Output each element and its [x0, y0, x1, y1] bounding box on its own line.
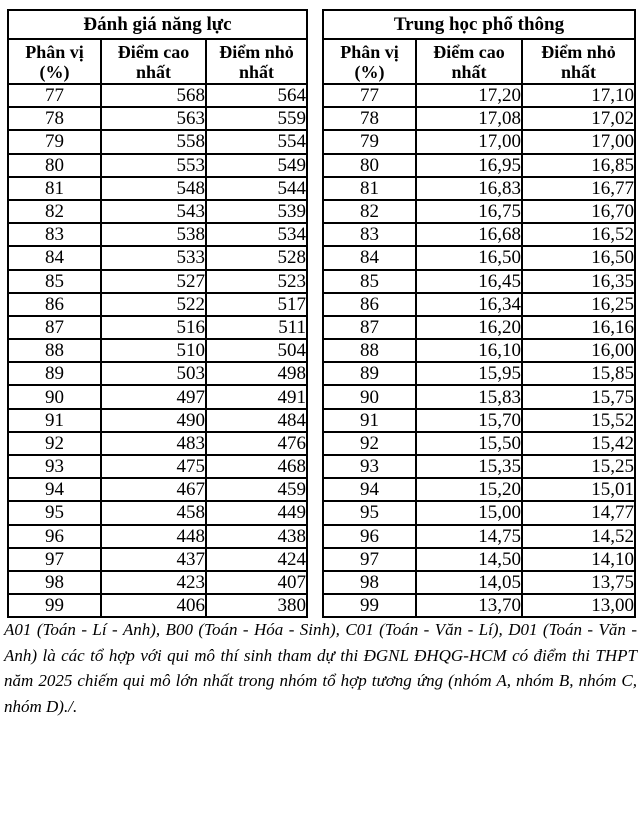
- min-score-cell: 14,10: [522, 548, 635, 571]
- footnote-line: nhóm D)./.: [4, 696, 78, 716]
- min-score-cell: 15,01: [522, 478, 635, 501]
- percentile-cell: 81: [323, 177, 416, 200]
- percentile-cell: 96: [8, 525, 101, 548]
- percentile-cell: 85: [8, 270, 101, 293]
- table-row: [323, 200, 635, 223]
- col-label-line: Điểm nhỏ: [541, 41, 616, 62]
- max-score-cell: 16,75: [416, 200, 522, 223]
- percentile-cell: 98: [8, 571, 101, 594]
- max-score-cell: 510: [101, 339, 206, 362]
- percentile-cell: 93: [323, 455, 416, 478]
- min-score-cell: 15,52: [522, 409, 635, 432]
- dgnl-table-title: Đánh giá năng lực: [8, 10, 307, 39]
- table-row: [8, 525, 307, 548]
- footnote-line: năm 2025 chiếm qui mô lớn nhất trong nhóm tổ hợp tương ứng (nhóm A, nhóm B, nhóm C,: [4, 671, 637, 690]
- percentile-cell: 80: [8, 154, 101, 177]
- max-score-cell: 423: [101, 571, 206, 594]
- table-row: [323, 455, 635, 478]
- percentile-cell: 86: [323, 293, 416, 316]
- table-row: [323, 432, 635, 455]
- table-row: [8, 571, 307, 594]
- table-row: [8, 246, 307, 269]
- percentile-cell: 90: [323, 385, 416, 408]
- percentile-cell: 99: [8, 594, 101, 617]
- dgnl-score-table: [7, 9, 308, 618]
- min-score-cell: 564: [206, 84, 307, 107]
- min-score-cell: 534: [206, 223, 307, 246]
- percentile-cell: 93: [8, 455, 101, 478]
- max-score-cell: 15,95: [416, 362, 522, 385]
- min-score-cell: 16,77: [522, 177, 635, 200]
- max-score-cell: 16,50: [416, 246, 522, 269]
- percentile-cell: 95: [8, 501, 101, 524]
- col-label-line: nhất: [135, 61, 171, 82]
- max-score-cell: 15,70: [416, 409, 522, 432]
- percentile-cell: 79: [323, 130, 416, 153]
- max-score-cell: 448: [101, 525, 206, 548]
- percentile-cell: 87: [8, 316, 101, 339]
- max-score-cell: 548: [101, 177, 206, 200]
- percentile-cell: 82: [8, 200, 101, 223]
- col-label-line: Phân vị: [340, 41, 399, 62]
- col-label-line: Điểm cao: [117, 41, 190, 62]
- max-score-cell: 467: [101, 478, 206, 501]
- table-row: [8, 177, 307, 200]
- max-score-cell: 475: [101, 455, 206, 478]
- percentile-cell: 97: [323, 548, 416, 571]
- percentile-cell: 83: [323, 223, 416, 246]
- percentile-cell: 79: [8, 130, 101, 153]
- min-score-cell: 424: [206, 548, 307, 571]
- percentile-cell: 87: [323, 316, 416, 339]
- table-row: [323, 478, 635, 501]
- min-score-cell: 14,52: [522, 525, 635, 548]
- min-score-cell: 15,85: [522, 362, 635, 385]
- max-score-cell: 16,10: [416, 339, 522, 362]
- max-score-cell: 16,34: [416, 293, 522, 316]
- percentile-cell: 92: [323, 432, 416, 455]
- percentile-cell: 83: [8, 223, 101, 246]
- min-score-cell: 539: [206, 200, 307, 223]
- max-score-cell: 17,08: [416, 107, 522, 130]
- table-row: [8, 84, 307, 107]
- min-score-cell: 407: [206, 571, 307, 594]
- max-score-cell: 17,00: [416, 130, 522, 153]
- max-score-cell: 497: [101, 385, 206, 408]
- min-score-cell: 17,02: [522, 107, 635, 130]
- min-score-cell: 16,25: [522, 293, 635, 316]
- max-score-cell: 516: [101, 316, 206, 339]
- percentile-cell: 94: [323, 478, 416, 501]
- min-score-cell: 14,77: [522, 501, 635, 524]
- table-row: [323, 107, 635, 130]
- thpt-title-row: [323, 10, 635, 39]
- max-score-cell: 16,68: [416, 223, 522, 246]
- min-score-cell: 523: [206, 270, 307, 293]
- dgnl-title-row: [8, 10, 307, 39]
- min-score-cell: 449: [206, 501, 307, 524]
- thpt-col-percentile: [323, 39, 416, 84]
- percentile-cell: 84: [323, 246, 416, 269]
- min-score-cell: 17,10: [522, 84, 635, 107]
- min-score-cell: 13,75: [522, 571, 635, 594]
- footnote: [4, 617, 637, 719]
- max-score-cell: 15,83: [416, 385, 522, 408]
- percentile-cell: 77: [323, 84, 416, 107]
- max-score-cell: 490: [101, 409, 206, 432]
- table-row: [8, 432, 307, 455]
- min-score-cell: 16,16: [522, 316, 635, 339]
- col-label-line: Điểm nhỏ: [219, 41, 294, 62]
- percentile-cell: 84: [8, 246, 101, 269]
- table-row: [8, 455, 307, 478]
- min-score-cell: 16,52: [522, 223, 635, 246]
- min-score-cell: 16,85: [522, 154, 635, 177]
- max-score-cell: 543: [101, 200, 206, 223]
- table-row: [323, 571, 635, 594]
- max-score-cell: 14,75: [416, 525, 522, 548]
- max-score-cell: 16,95: [416, 154, 522, 177]
- min-score-cell: 16,35: [522, 270, 635, 293]
- table-row: [323, 548, 635, 571]
- max-score-cell: 553: [101, 154, 206, 177]
- percentile-cell: 95: [323, 501, 416, 524]
- dgnl-col-max-score: [101, 39, 206, 84]
- max-score-cell: 568: [101, 84, 206, 107]
- min-score-cell: 13,00: [522, 594, 635, 617]
- table-row: [323, 409, 635, 432]
- dgnl-col-percentile: [8, 39, 101, 84]
- percentile-cell: 94: [8, 478, 101, 501]
- table-row: [323, 525, 635, 548]
- table-row: [8, 223, 307, 246]
- max-score-cell: 15,35: [416, 455, 522, 478]
- max-score-cell: 15,50: [416, 432, 522, 455]
- table-row: [8, 501, 307, 524]
- max-score-cell: 563: [101, 107, 206, 130]
- min-score-cell: 15,42: [522, 432, 635, 455]
- max-score-cell: 16,83: [416, 177, 522, 200]
- table-row: [323, 385, 635, 408]
- max-score-cell: 458: [101, 501, 206, 524]
- table-row: [323, 270, 635, 293]
- table-row: [8, 362, 307, 385]
- table-row: [323, 501, 635, 524]
- table-row: [323, 130, 635, 153]
- thpt-table-title: Trung học phổ thông: [323, 10, 635, 39]
- percentile-cell: 82: [323, 200, 416, 223]
- max-score-cell: 483: [101, 432, 206, 455]
- percentile-cell: 96: [323, 525, 416, 548]
- percentile-cell: 92: [8, 432, 101, 455]
- percentile-cell: 81: [8, 177, 101, 200]
- max-score-cell: 558: [101, 130, 206, 153]
- max-score-cell: 503: [101, 362, 206, 385]
- min-score-cell: 459: [206, 478, 307, 501]
- table-row: [8, 316, 307, 339]
- min-score-cell: 504: [206, 339, 307, 362]
- footnote-line: Anh) là các tổ hợp với qui mô thí sinh tham dự thi ĐGNL ĐHQG-HCM có điểm thi THPT: [4, 645, 637, 665]
- table-row: [8, 270, 307, 293]
- table-row: [323, 246, 635, 269]
- col-label-line: Phân vị: [25, 41, 84, 62]
- max-score-cell: 533: [101, 246, 206, 269]
- thpt-col-max-score: [416, 39, 522, 84]
- thpt-table-body: [323, 84, 635, 617]
- min-score-cell: 517: [206, 293, 307, 316]
- min-score-cell: 17,00: [522, 130, 635, 153]
- min-score-cell: 491: [206, 385, 307, 408]
- max-score-cell: 538: [101, 223, 206, 246]
- col-label-line: nhất: [451, 61, 487, 82]
- col-label-line: (%): [39, 61, 70, 82]
- percentile-cell: 85: [323, 270, 416, 293]
- max-score-cell: 522: [101, 293, 206, 316]
- dgnl-header-row: [8, 39, 307, 84]
- min-score-cell: 15,25: [522, 455, 635, 478]
- footnote-line: A01 (Toán - Lí - Anh), B00 (Toán - Hóa - Sinh), C01 (Toán - Văn - Lí), D01 (Toán - Văn -: [4, 620, 637, 639]
- max-score-cell: 14,50: [416, 548, 522, 571]
- percentile-cell: 86: [8, 293, 101, 316]
- percentile-cell: 80: [323, 154, 416, 177]
- table-row: [8, 107, 307, 130]
- min-score-cell: 476: [206, 432, 307, 455]
- min-score-cell: 16,50: [522, 246, 635, 269]
- col-label-line: (%): [354, 61, 385, 82]
- percentile-cell: 97: [8, 548, 101, 571]
- table-row: [8, 409, 307, 432]
- thpt-header-row: [323, 39, 635, 84]
- min-score-cell: 438: [206, 525, 307, 548]
- max-score-cell: 15,00: [416, 501, 522, 524]
- table-row: [8, 200, 307, 223]
- max-score-cell: 15,20: [416, 478, 522, 501]
- table-row: [323, 339, 635, 362]
- percentile-cell: 91: [323, 409, 416, 432]
- dgnl-table-body: [8, 84, 307, 617]
- table-row: [8, 293, 307, 316]
- min-score-cell: 554: [206, 130, 307, 153]
- min-score-cell: 380: [206, 594, 307, 617]
- min-score-cell: 16,00: [522, 339, 635, 362]
- min-score-cell: 559: [206, 107, 307, 130]
- table-row: [8, 130, 307, 153]
- percentile-cell: 98: [323, 571, 416, 594]
- percentile-cell: 89: [323, 362, 416, 385]
- min-score-cell: 549: [206, 154, 307, 177]
- percentile-cell: 78: [323, 107, 416, 130]
- percentile-cell: 88: [8, 339, 101, 362]
- max-score-cell: 437: [101, 548, 206, 571]
- percentile-cell: 78: [8, 107, 101, 130]
- min-score-cell: 528: [206, 246, 307, 269]
- min-score-cell: 484: [206, 409, 307, 432]
- min-score-cell: 16,70: [522, 200, 635, 223]
- dgnl-col-min-score: [206, 39, 307, 84]
- min-score-cell: 468: [206, 455, 307, 478]
- table-row: [323, 594, 635, 617]
- percentile-cell: 88: [323, 339, 416, 362]
- table-row: [8, 478, 307, 501]
- table-row: [323, 362, 635, 385]
- percentile-cell: 99: [323, 594, 416, 617]
- percentile-cell: 89: [8, 362, 101, 385]
- min-score-cell: 544: [206, 177, 307, 200]
- table-row: [323, 154, 635, 177]
- col-label-line: nhất: [238, 61, 274, 82]
- table-row: [323, 316, 635, 339]
- max-score-cell: 13,70: [416, 594, 522, 617]
- max-score-cell: 406: [101, 594, 206, 617]
- table-row: [323, 293, 635, 316]
- table-row: [8, 548, 307, 571]
- table-row: [8, 154, 307, 177]
- percentile-cell: 77: [8, 84, 101, 107]
- table-row: [8, 594, 307, 617]
- thpt-col-min-score: [522, 39, 635, 84]
- col-label-line: nhất: [561, 61, 597, 82]
- max-score-cell: 527: [101, 270, 206, 293]
- max-score-cell: 14,05: [416, 571, 522, 594]
- table-row: [8, 385, 307, 408]
- table-row: [323, 177, 635, 200]
- table-row: [323, 223, 635, 246]
- table-row: [8, 339, 307, 362]
- max-score-cell: 16,45: [416, 270, 522, 293]
- percentile-cell: 91: [8, 409, 101, 432]
- table-row: [323, 84, 635, 107]
- thpt-score-table: [322, 9, 636, 618]
- percentile-cell: 90: [8, 385, 101, 408]
- max-score-cell: 17,20: [416, 84, 522, 107]
- max-score-cell: 16,20: [416, 316, 522, 339]
- col-label-line: Điểm cao: [433, 41, 505, 62]
- min-score-cell: 511: [206, 316, 307, 339]
- min-score-cell: 15,75: [522, 385, 635, 408]
- min-score-cell: 498: [206, 362, 307, 385]
